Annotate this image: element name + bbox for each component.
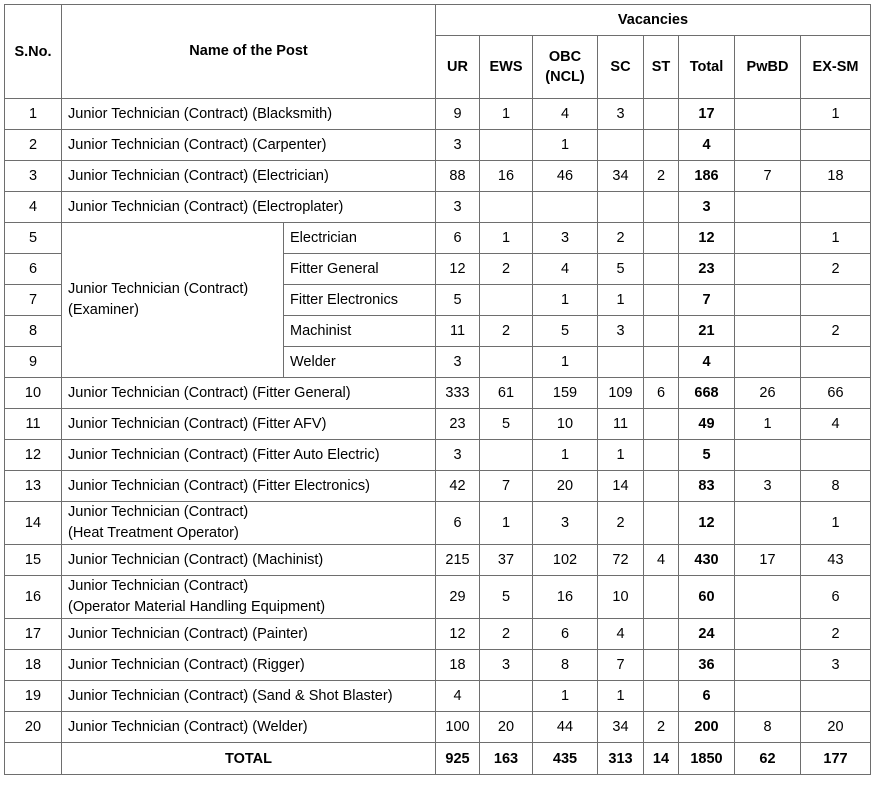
total-obc: 435 [533, 743, 598, 775]
cell-post: Junior Technician (Contract) (Fitter Auto Electric) [62, 440, 436, 471]
cell-ews: 16 [480, 161, 533, 192]
cell-sno: 2 [5, 130, 62, 161]
cell-exsm: 20 [801, 712, 871, 743]
cell-post: Junior Technician (Contract) (Machinist) [62, 545, 436, 576]
cell-sc: 14 [598, 471, 644, 502]
cell-trade: Machinist [284, 316, 436, 347]
cell-obc: 8 [533, 650, 598, 681]
cell-post: Junior Technician (Contract) (Painter) [62, 619, 436, 650]
cell-st [644, 130, 679, 161]
examiner-post-line2: (Examiner) [68, 302, 139, 318]
table-row [5, 99, 871, 130]
cell-st [644, 502, 679, 545]
cell-sc: 11 [598, 409, 644, 440]
table-row [5, 409, 871, 440]
cell-st: 2 [644, 712, 679, 743]
cell-ur: 215 [436, 545, 480, 576]
cell-ur: 333 [436, 378, 480, 409]
cell-total: 36 [679, 650, 735, 681]
cell-obc: 6 [533, 619, 598, 650]
table-row [5, 576, 871, 619]
cell-st [644, 192, 679, 223]
cell-st [644, 440, 679, 471]
table-row [5, 681, 871, 712]
cell-post [62, 502, 436, 545]
cell-sno: 17 [5, 619, 62, 650]
cell-ur: 29 [436, 576, 480, 619]
cell-pwbd [735, 130, 801, 161]
cell-obc [533, 192, 598, 223]
cell-ews [480, 440, 533, 471]
cell-total: 7 [679, 285, 735, 316]
cell-sno: 12 [5, 440, 62, 471]
cell-total: 668 [679, 378, 735, 409]
cell-pwbd: 3 [735, 471, 801, 502]
cell-st [644, 681, 679, 712]
cell-st: 6 [644, 378, 679, 409]
cell-pwbd [735, 347, 801, 378]
cell-total: 17 [679, 99, 735, 130]
cell-ews: 7 [480, 471, 533, 502]
cell-ews: 37 [480, 545, 533, 576]
cell-sno: 19 [5, 681, 62, 712]
cell-sc: 2 [598, 502, 644, 545]
cell-ur: 9 [436, 99, 480, 130]
table-row [5, 223, 871, 254]
header-pwbd: PwBD [735, 36, 801, 99]
table-row [5, 130, 871, 161]
cell-trade: Fitter Electronics [284, 285, 436, 316]
cell-sc: 3 [598, 99, 644, 130]
cell-exsm: 4 [801, 409, 871, 440]
cell-post: Junior Technician (Contract) (Electrician) [62, 161, 436, 192]
cell-pwbd: 8 [735, 712, 801, 743]
header-ews: EWS [480, 36, 533, 99]
cell-obc: 102 [533, 545, 598, 576]
cell-obc: 1 [533, 681, 598, 712]
cell-sno: 8 [5, 316, 62, 347]
cell-post: Junior Technician (Contract) (Sand & Shot Blaster) [62, 681, 436, 712]
cell-st [644, 316, 679, 347]
cell-exsm: 1 [801, 502, 871, 545]
cell-ews: 5 [480, 409, 533, 440]
cell-sno-empty [5, 743, 62, 775]
cell-ur: 11 [436, 316, 480, 347]
examiner-post-line1: Junior Technician (Contract) [68, 281, 249, 297]
cell-exsm: 8 [801, 471, 871, 502]
cell-ews: 1 [480, 99, 533, 130]
cell-obc: 46 [533, 161, 598, 192]
header-total: Total [679, 36, 735, 99]
cell-ur: 12 [436, 619, 480, 650]
cell-pwbd [735, 223, 801, 254]
cell-sc: 5 [598, 254, 644, 285]
cell-exsm: 18 [801, 161, 871, 192]
cell-sc: 72 [598, 545, 644, 576]
cell-post: Junior Technician (Contract) (Rigger) [62, 650, 436, 681]
cell-pwbd [735, 650, 801, 681]
cell-sc [598, 192, 644, 223]
cell-exsm [801, 285, 871, 316]
cell-exsm: 66 [801, 378, 871, 409]
cell-sno: 5 [5, 223, 62, 254]
cell-pwbd: 7 [735, 161, 801, 192]
table-row [5, 545, 871, 576]
cell-total: 12 [679, 502, 735, 545]
cell-pwbd [735, 99, 801, 130]
cell-sc: 1 [598, 440, 644, 471]
cell-sno: 13 [5, 471, 62, 502]
cell-sc [598, 347, 644, 378]
cell-st [644, 347, 679, 378]
cell-obc: 3 [533, 502, 598, 545]
cell-sno: 18 [5, 650, 62, 681]
cell-obc: 10 [533, 409, 598, 440]
cell-obc: 4 [533, 99, 598, 130]
cell-ur: 23 [436, 409, 480, 440]
table-row [5, 378, 871, 409]
cell-total: 21 [679, 316, 735, 347]
cell-pwbd [735, 254, 801, 285]
cell-st: 2 [644, 161, 679, 192]
cell-sc [598, 130, 644, 161]
cell-ur: 3 [436, 192, 480, 223]
cell-sno: 7 [5, 285, 62, 316]
cell-post [62, 576, 436, 619]
table-body [5, 99, 871, 775]
cell-ews [480, 347, 533, 378]
totals-row [5, 743, 871, 775]
table-row [5, 440, 871, 471]
vacancy-table [4, 4, 871, 775]
cell-exsm: 6 [801, 576, 871, 619]
cell-total: 200 [679, 712, 735, 743]
table-row [5, 161, 871, 192]
cell-sc: 1 [598, 285, 644, 316]
cell-ur: 5 [436, 285, 480, 316]
totals-label: TOTAL [62, 743, 436, 775]
table-row [5, 619, 871, 650]
cell-obc: 5 [533, 316, 598, 347]
cell-ews: 5 [480, 576, 533, 619]
cell-ur: 12 [436, 254, 480, 285]
cell-ur: 3 [436, 347, 480, 378]
header-obc-line1: OBC [548, 49, 582, 65]
cell-trade: Welder [284, 347, 436, 378]
cell-sno: 4 [5, 192, 62, 223]
total-ur: 925 [436, 743, 480, 775]
cell-st [644, 650, 679, 681]
cell-post-examiner [62, 223, 284, 378]
cell-total: 186 [679, 161, 735, 192]
header-obc [533, 36, 598, 99]
cell-post: Junior Technician (Contract) (Carpenter) [62, 130, 436, 161]
cell-post: Junior Technician (Contract) (Electroplater) [62, 192, 436, 223]
post-line2: (Heat Treatment Operator) [68, 525, 239, 541]
cell-ews: 2 [480, 619, 533, 650]
table-row [5, 712, 871, 743]
table-header [5, 5, 871, 99]
total-pwbd: 62 [735, 743, 801, 775]
cell-sno: 9 [5, 347, 62, 378]
cell-obc: 1 [533, 130, 598, 161]
post-line2: (Operator Material Handling Equipment) [68, 599, 326, 615]
cell-post: Junior Technician (Contract) (Fitter General) [62, 378, 436, 409]
header-exsm: EX-SM [801, 36, 871, 99]
cell-sno: 20 [5, 712, 62, 743]
table-row [5, 192, 871, 223]
cell-total: 6 [679, 681, 735, 712]
post-line1: Junior Technician (Contract) [68, 578, 249, 594]
cell-ur: 6 [436, 223, 480, 254]
cell-st [644, 409, 679, 440]
cell-total: 23 [679, 254, 735, 285]
cell-obc: 1 [533, 347, 598, 378]
cell-ur: 3 [436, 130, 480, 161]
table-row [5, 471, 871, 502]
header-vacancies: Vacancies [436, 5, 871, 36]
cell-sc: 3 [598, 316, 644, 347]
header-ur: UR [436, 36, 480, 99]
cell-total: 49 [679, 409, 735, 440]
cell-pwbd [735, 681, 801, 712]
cell-sno: 3 [5, 161, 62, 192]
cell-st [644, 619, 679, 650]
header-sno: S.No. [5, 5, 62, 99]
cell-sno: 6 [5, 254, 62, 285]
cell-obc: 1 [533, 440, 598, 471]
cell-st: 4 [644, 545, 679, 576]
cell-ur: 88 [436, 161, 480, 192]
cell-obc: 159 [533, 378, 598, 409]
cell-ur: 6 [436, 502, 480, 545]
total-st: 14 [644, 743, 679, 775]
cell-sno: 15 [5, 545, 62, 576]
header-st: ST [644, 36, 679, 99]
cell-ews [480, 285, 533, 316]
cell-exsm [801, 192, 871, 223]
cell-pwbd [735, 502, 801, 545]
cell-post: Junior Technician (Contract) (Welder) [62, 712, 436, 743]
cell-ews [480, 192, 533, 223]
cell-exsm [801, 130, 871, 161]
cell-ur: 3 [436, 440, 480, 471]
total-ews: 163 [480, 743, 533, 775]
cell-exsm: 2 [801, 254, 871, 285]
cell-total: 430 [679, 545, 735, 576]
cell-post: Junior Technician (Contract) (Fitter Electronics) [62, 471, 436, 502]
cell-ews: 1 [480, 502, 533, 545]
cell-obc: 20 [533, 471, 598, 502]
cell-ews: 20 [480, 712, 533, 743]
cell-trade: Electrician [284, 223, 436, 254]
cell-total: 60 [679, 576, 735, 619]
cell-sc: 4 [598, 619, 644, 650]
cell-total: 4 [679, 130, 735, 161]
cell-obc: 4 [533, 254, 598, 285]
cell-sno: 14 [5, 502, 62, 545]
cell-ews: 2 [480, 254, 533, 285]
cell-ur: 100 [436, 712, 480, 743]
cell-ur: 18 [436, 650, 480, 681]
cell-pwbd [735, 316, 801, 347]
cell-exsm: 2 [801, 619, 871, 650]
cell-pwbd [735, 440, 801, 471]
cell-ews: 61 [480, 378, 533, 409]
table-row [5, 650, 871, 681]
total-total: 1850 [679, 743, 735, 775]
cell-trade: Fitter General [284, 254, 436, 285]
header-post-name: Name of the Post [62, 5, 436, 99]
cell-sc: 34 [598, 161, 644, 192]
cell-total: 83 [679, 471, 735, 502]
cell-st [644, 576, 679, 619]
cell-sc: 1 [598, 681, 644, 712]
cell-sc: 7 [598, 650, 644, 681]
table-row [5, 502, 871, 545]
total-exsm: 177 [801, 743, 871, 775]
cell-pwbd [735, 285, 801, 316]
cell-total: 3 [679, 192, 735, 223]
cell-ews: 1 [480, 223, 533, 254]
cell-exsm [801, 681, 871, 712]
cell-ews [480, 130, 533, 161]
cell-ews: 3 [480, 650, 533, 681]
cell-st [644, 254, 679, 285]
cell-sno: 11 [5, 409, 62, 440]
total-sc: 313 [598, 743, 644, 775]
cell-post: Junior Technician (Contract) (Blacksmith) [62, 99, 436, 130]
cell-exsm [801, 440, 871, 471]
cell-sno: 10 [5, 378, 62, 409]
cell-exsm: 3 [801, 650, 871, 681]
cell-obc: 1 [533, 285, 598, 316]
cell-total: 5 [679, 440, 735, 471]
cell-total: 24 [679, 619, 735, 650]
cell-st [644, 99, 679, 130]
cell-sno: 16 [5, 576, 62, 619]
cell-sc: 2 [598, 223, 644, 254]
cell-ur: 4 [436, 681, 480, 712]
cell-total: 4 [679, 347, 735, 378]
cell-ews: 2 [480, 316, 533, 347]
cell-ews [480, 681, 533, 712]
cell-pwbd: 26 [735, 378, 801, 409]
cell-pwbd [735, 576, 801, 619]
cell-pwbd: 1 [735, 409, 801, 440]
cell-pwbd [735, 619, 801, 650]
cell-sc: 109 [598, 378, 644, 409]
cell-st [644, 223, 679, 254]
cell-obc: 16 [533, 576, 598, 619]
cell-pwbd [735, 192, 801, 223]
cell-sc: 10 [598, 576, 644, 619]
post-line1: Junior Technician (Contract) [68, 504, 249, 520]
cell-exsm: 2 [801, 316, 871, 347]
cell-pwbd: 17 [735, 545, 801, 576]
cell-sno: 1 [5, 99, 62, 130]
cell-exsm: 1 [801, 99, 871, 130]
cell-total: 12 [679, 223, 735, 254]
header-sc: SC [598, 36, 644, 99]
cell-ur: 42 [436, 471, 480, 502]
cell-obc: 3 [533, 223, 598, 254]
cell-obc: 44 [533, 712, 598, 743]
cell-exsm: 1 [801, 223, 871, 254]
cell-exsm [801, 347, 871, 378]
cell-st [644, 285, 679, 316]
cell-exsm: 43 [801, 545, 871, 576]
header-obc-line2: (NCL) [545, 69, 585, 85]
cell-sc: 34 [598, 712, 644, 743]
cell-post: Junior Technician (Contract) (Fitter AFV) [62, 409, 436, 440]
cell-st [644, 471, 679, 502]
